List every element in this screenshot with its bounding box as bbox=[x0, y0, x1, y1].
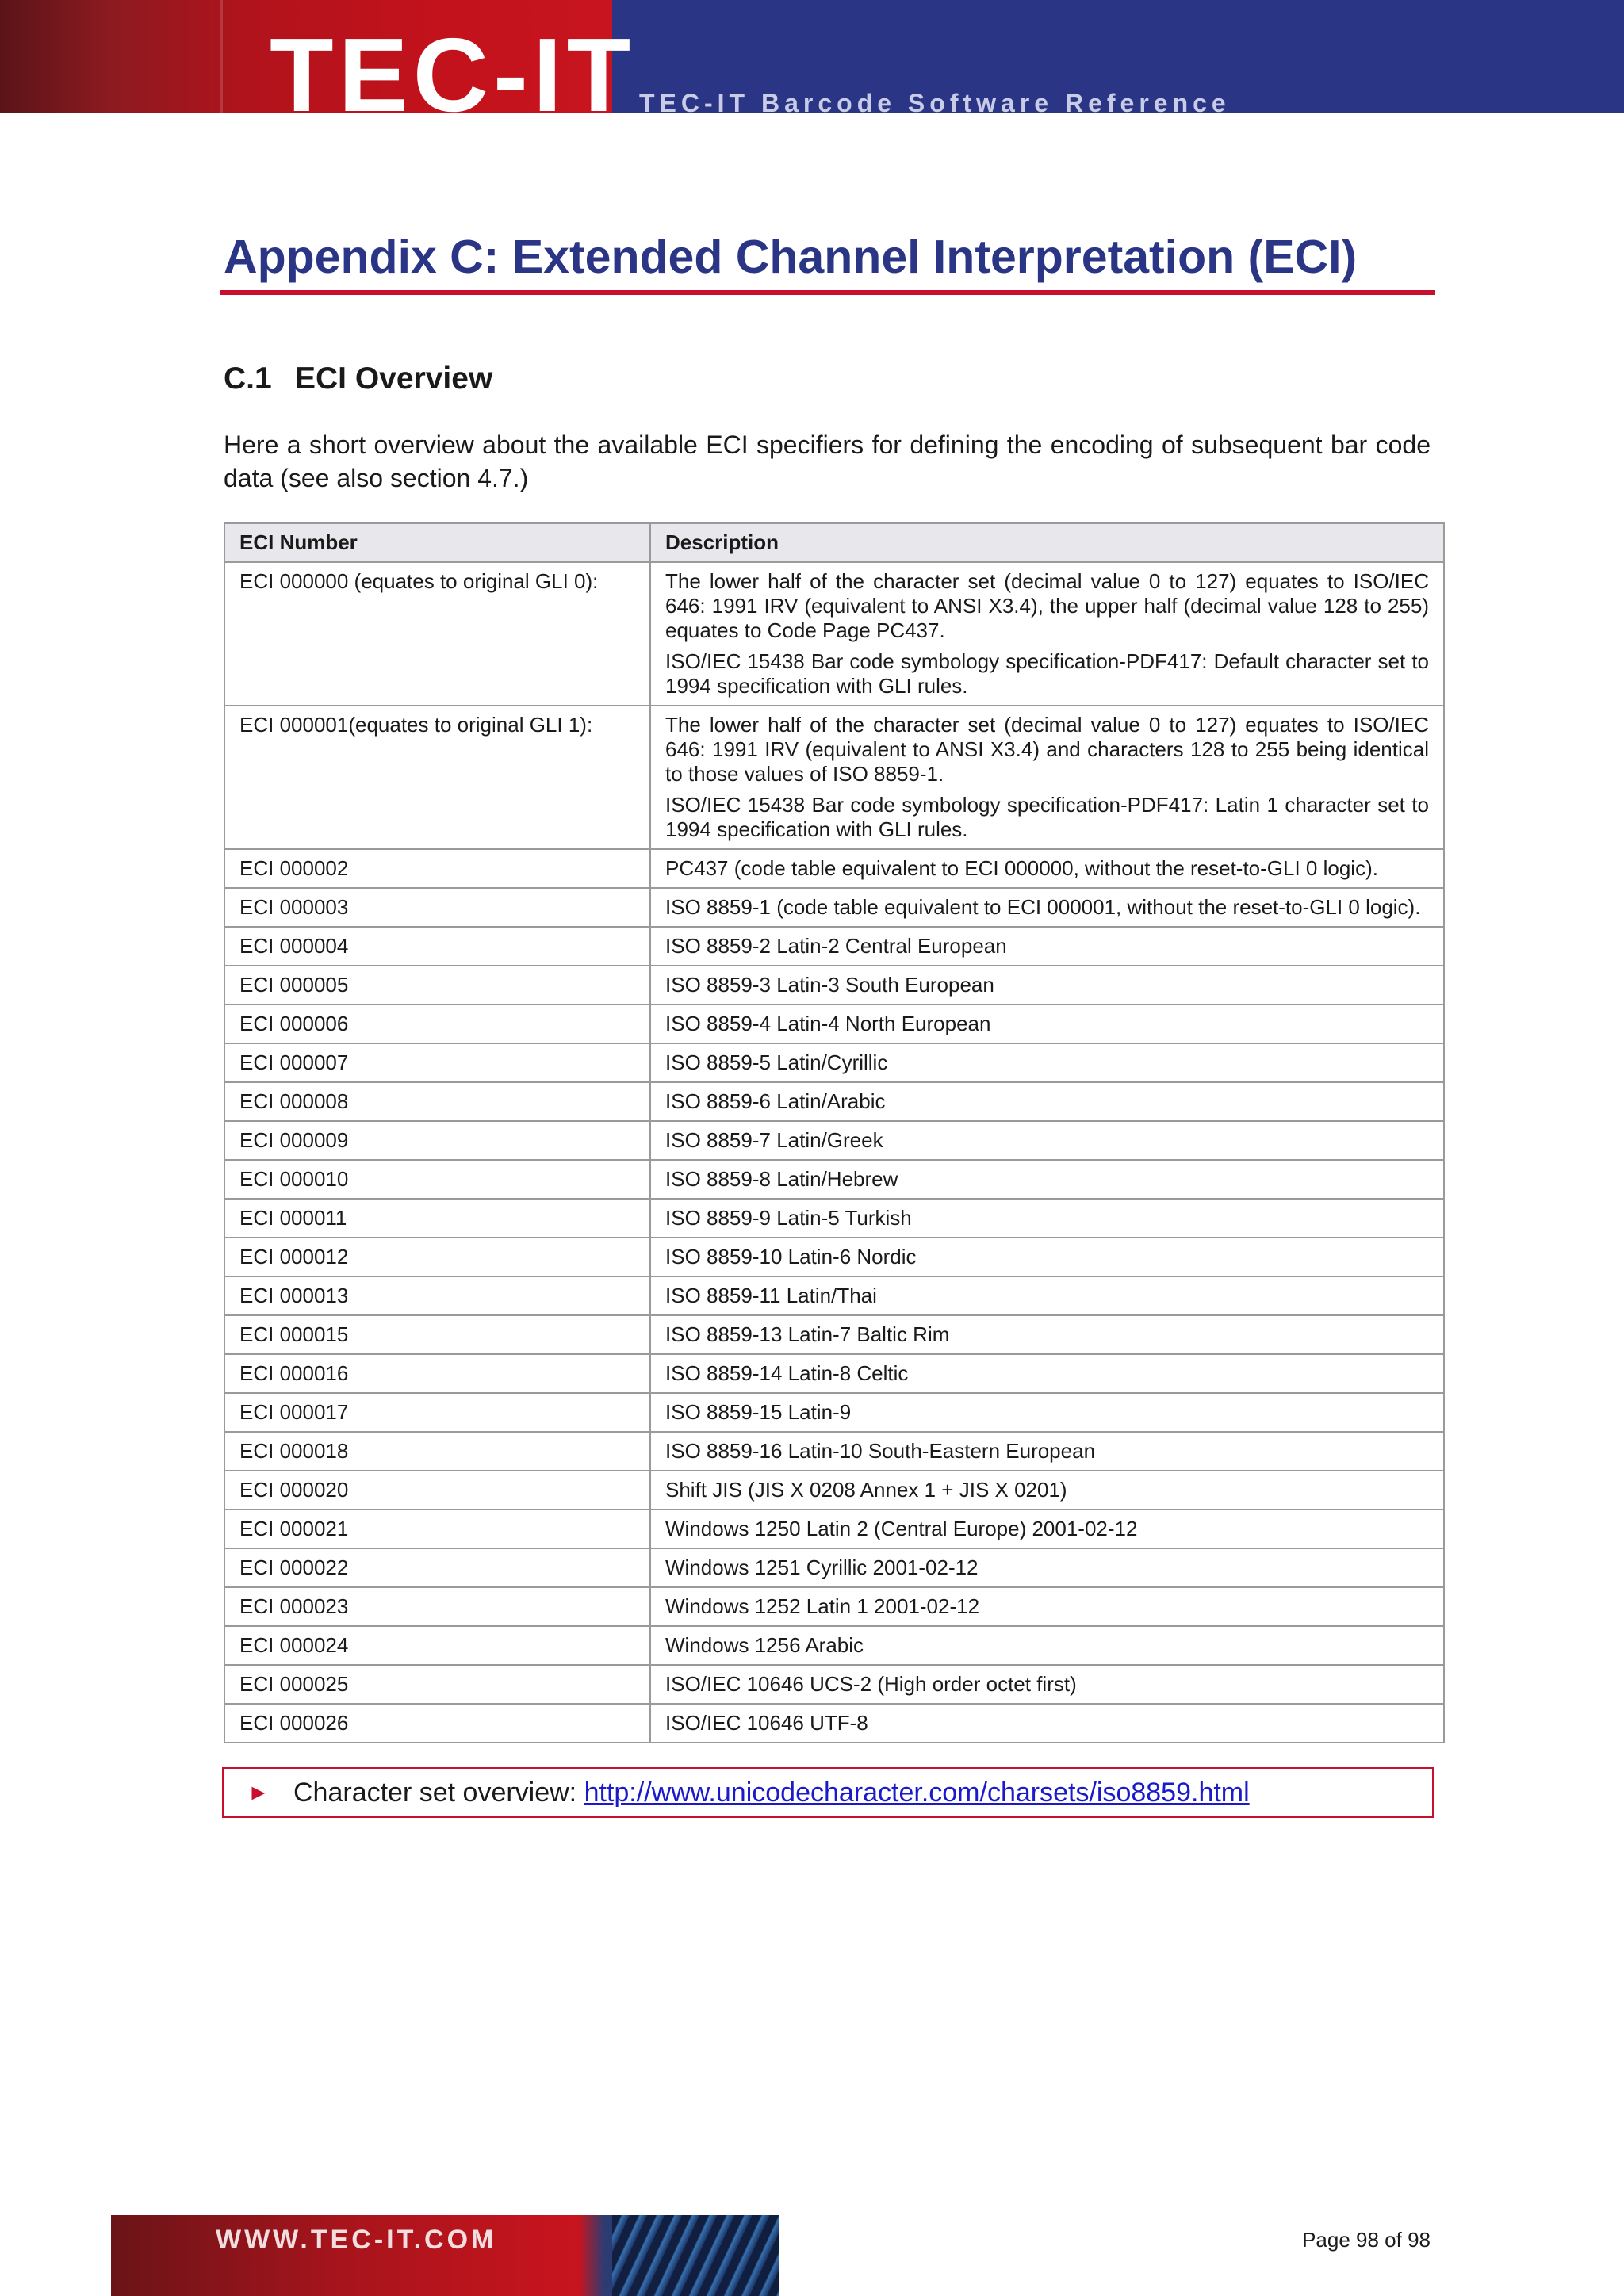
description-cell bbox=[650, 1121, 1444, 1160]
description-cell bbox=[650, 1587, 1444, 1626]
eci-number-cell: ECI 000003 bbox=[224, 888, 650, 927]
description-paragraph: ISO 8859-11 Latin/Thai bbox=[665, 1284, 877, 1307]
description-paragraph: ISO 8859-8 Latin/Hebrew bbox=[665, 1167, 898, 1191]
description-paragraph: ISO 8859-4 Latin-4 North European bbox=[665, 1012, 991, 1035]
description-cell bbox=[650, 849, 1444, 888]
description-cell bbox=[650, 1315, 1444, 1354]
eci-number-cell: ECI 000005 bbox=[224, 966, 650, 1004]
eci-number-cell: ECI 000007 bbox=[224, 1043, 650, 1082]
description-paragraph: ISO 8859-13 Latin-7 Baltic Rim bbox=[665, 1322, 950, 1346]
description-paragraph: PC437 (code table equivalent to ECI 000000, without the reset-to-GLI 0 logic). bbox=[665, 856, 1378, 880]
eci-number-cell: ECI 000016 bbox=[224, 1354, 650, 1393]
table-row bbox=[224, 1315, 1444, 1354]
eci-number-cell: ECI 000015 bbox=[224, 1315, 650, 1354]
table-row bbox=[224, 1548, 1444, 1587]
table-row bbox=[224, 966, 1444, 1004]
description-cell bbox=[650, 1665, 1444, 1704]
eci-number-cell: ECI 000010 bbox=[224, 1160, 650, 1199]
description-paragraph: ISO 8859-7 Latin/Greek bbox=[665, 1128, 883, 1152]
charset-overview-link[interactable]: http://www.unicodecharacter.com/charsets/iso8859.html bbox=[584, 1777, 1250, 1808]
table-row bbox=[224, 1121, 1444, 1160]
table-row bbox=[224, 1393, 1444, 1432]
eci-number-cell: ECI 000009 bbox=[224, 1121, 650, 1160]
description-paragraph: Windows 1252 Latin 1 2001-02-12 bbox=[665, 1594, 980, 1618]
header-subtitle: TEC-IT Barcode Software Reference bbox=[639, 89, 1231, 117]
table-row bbox=[224, 1238, 1444, 1276]
description-paragraph: ISO 8859-9 Latin-5 Turkish bbox=[665, 1206, 912, 1230]
right-triangle-bullet-icon: ► bbox=[247, 1780, 270, 1804]
footer-url: WWW.TEC-IT.COM bbox=[216, 2225, 497, 2255]
table-row bbox=[224, 1160, 1444, 1199]
header-banner bbox=[0, 0, 1624, 119]
description-cell bbox=[650, 1238, 1444, 1276]
description-cell bbox=[650, 1199, 1444, 1238]
description-cell bbox=[650, 1393, 1444, 1432]
table-row bbox=[224, 1432, 1444, 1471]
title-underline bbox=[220, 290, 1435, 295]
eci-number-cell: ECI 000021 bbox=[224, 1510, 650, 1548]
eci-number-cell: ECI 000006 bbox=[224, 1004, 650, 1043]
description-cell bbox=[650, 1082, 1444, 1121]
description-cell bbox=[650, 1276, 1444, 1315]
description-paragraph: ISO 8859-1 (code table equivalent to ECI 000001, without the reset-to-GLI 0 logic). bbox=[665, 895, 1421, 919]
table-body bbox=[224, 562, 1444, 1743]
description-paragraph: ISO 8859-10 Latin-6 Nordic bbox=[665, 1245, 917, 1269]
description-cell bbox=[650, 1548, 1444, 1587]
description-paragraph: ISO/IEC 10646 UTF-8 bbox=[665, 1711, 868, 1735]
table-row bbox=[224, 1510, 1444, 1548]
eci-number-cell: ECI 000000 (equates to original GLI 0): bbox=[224, 562, 650, 706]
description-paragraph: Windows 1250 Latin 2 (Central Europe) 2001-02-12 bbox=[665, 1517, 1138, 1540]
description-paragraph: ISO 8859-15 Latin-9 bbox=[665, 1400, 852, 1424]
table-row bbox=[224, 1276, 1444, 1315]
description-cell bbox=[650, 562, 1444, 706]
eci-number-cell: ECI 000022 bbox=[224, 1548, 650, 1587]
description-paragraph: ISO 8859-6 Latin/Arabic bbox=[665, 1089, 886, 1113]
eci-number-cell: ECI 000011 bbox=[224, 1199, 650, 1238]
description-paragraph: The lower half of the character set (decimal value 0 to 127) equates to ISO/IEC 646: 1991 IRV (equivalent to ANSI X3.4), the upper half (decimal value 128 to 255) equates to Code Page PC437. bbox=[665, 569, 1429, 642]
eci-number-cell: ECI 000008 bbox=[224, 1082, 650, 1121]
description-cell bbox=[650, 1626, 1444, 1665]
description-paragraph: ISO 8859-5 Latin/Cyrillic bbox=[665, 1050, 888, 1074]
description-paragraph: Windows 1256 Arabic bbox=[665, 1633, 864, 1657]
table-row bbox=[224, 1471, 1444, 1510]
eci-number-cell: ECI 000017 bbox=[224, 1393, 650, 1432]
eci-number-cell: ECI 000012 bbox=[224, 1238, 650, 1276]
column-header-eci-number: ECI Number bbox=[224, 523, 650, 562]
eci-number-cell: ECI 000026 bbox=[224, 1704, 650, 1743]
column-header-description: Description bbox=[650, 523, 1444, 562]
description-cell bbox=[650, 1471, 1444, 1510]
table-row bbox=[224, 1004, 1444, 1043]
header-divider bbox=[220, 0, 223, 113]
eci-table bbox=[224, 522, 1445, 1743]
table-row bbox=[224, 1587, 1444, 1626]
table-row bbox=[224, 1082, 1444, 1121]
table-row bbox=[224, 1665, 1444, 1704]
description-cell bbox=[650, 1004, 1444, 1043]
description-paragraph: Shift JIS (JIS X 0208 Annex 1 + JIS X 0201) bbox=[665, 1478, 1067, 1502]
note-text bbox=[293, 1769, 1250, 1816]
eci-number-cell: ECI 000018 bbox=[224, 1432, 650, 1471]
description-paragraph: ISO 8859-14 Latin-8 Celtic bbox=[665, 1361, 909, 1385]
table-row bbox=[224, 706, 1444, 849]
description-cell bbox=[650, 1043, 1444, 1082]
description-paragraph: Windows 1251 Cyrillic 2001-02-12 bbox=[665, 1556, 979, 1579]
description-cell bbox=[650, 1432, 1444, 1471]
description-paragraph: ISO 8859-2 Latin-2 Central European bbox=[665, 934, 1007, 958]
eci-number-cell: ECI 000013 bbox=[224, 1276, 650, 1315]
description-cell bbox=[650, 1704, 1444, 1743]
description-paragraph: ISO 8859-16 Latin-10 South-Eastern European bbox=[665, 1439, 1096, 1463]
eci-number-cell: ECI 000024 bbox=[224, 1626, 650, 1665]
page-number: Page 98 of 98 bbox=[1302, 2228, 1431, 2252]
table-row bbox=[224, 562, 1444, 706]
note-label: Character set overview: bbox=[293, 1777, 584, 1808]
section-number: C.1 bbox=[224, 362, 272, 396]
section-heading bbox=[224, 362, 492, 396]
eci-number-cell: ECI 000001(equates to original GLI 1): bbox=[224, 706, 650, 849]
table-row bbox=[224, 1626, 1444, 1665]
description-cell bbox=[650, 927, 1444, 966]
description-cell bbox=[650, 1354, 1444, 1393]
table-row bbox=[224, 849, 1444, 888]
footer-pattern bbox=[612, 2215, 779, 2296]
table-row bbox=[224, 1199, 1444, 1238]
page-title: Appendix C: Extended Channel Interpretation (ECI) bbox=[224, 231, 1358, 283]
description-paragraph: ISO 8859-3 Latin-3 South European bbox=[665, 973, 994, 997]
table-row bbox=[224, 1043, 1444, 1082]
description-paragraph: ISO/IEC 15438 Bar code symbology specification-PDF417: Latin 1 character set to 1994 specification with GLI rules. bbox=[665, 793, 1429, 841]
tec-it-logo: TEC-IT bbox=[270, 32, 636, 119]
description-paragraph: The lower half of the character set (decimal value 0 to 127) equates to ISO/IEC 646: 1991 IRV (equivalent to ANSI X3.4) and characters 128 to 255 being identical to those values of ISO 8859-1. bbox=[665, 713, 1429, 786]
description-cell bbox=[650, 1160, 1444, 1199]
table-row bbox=[224, 888, 1444, 927]
description-paragraph: ISO/IEC 10646 UCS-2 (High order octet first) bbox=[665, 1672, 1077, 1696]
description-paragraph: ISO/IEC 15438 Bar code symbology specification-PDF417: Default character set to 1994 specification with GLI rules. bbox=[665, 649, 1429, 698]
description-cell bbox=[650, 888, 1444, 927]
eci-number-cell: ECI 000020 bbox=[224, 1471, 650, 1510]
eci-number-cell: ECI 000025 bbox=[224, 1665, 650, 1704]
note-box bbox=[222, 1767, 1434, 1818]
eci-number-cell: ECI 000004 bbox=[224, 927, 650, 966]
description-cell bbox=[650, 706, 1444, 849]
eci-number-cell: ECI 000002 bbox=[224, 849, 650, 888]
table-row bbox=[224, 927, 1444, 966]
table-row bbox=[224, 1704, 1444, 1743]
table-header-row bbox=[224, 523, 1444, 562]
description-cell bbox=[650, 966, 1444, 1004]
description-cell bbox=[650, 1510, 1444, 1548]
table-row bbox=[224, 1354, 1444, 1393]
eci-number-cell: ECI 000023 bbox=[224, 1587, 650, 1626]
section-title: ECI Overview bbox=[295, 362, 493, 396]
intro-paragraph: Here a short overview about the available ECI specifiers for defining the encoding of subsequent bar code data (see also section 4.7.) bbox=[224, 430, 1431, 492]
